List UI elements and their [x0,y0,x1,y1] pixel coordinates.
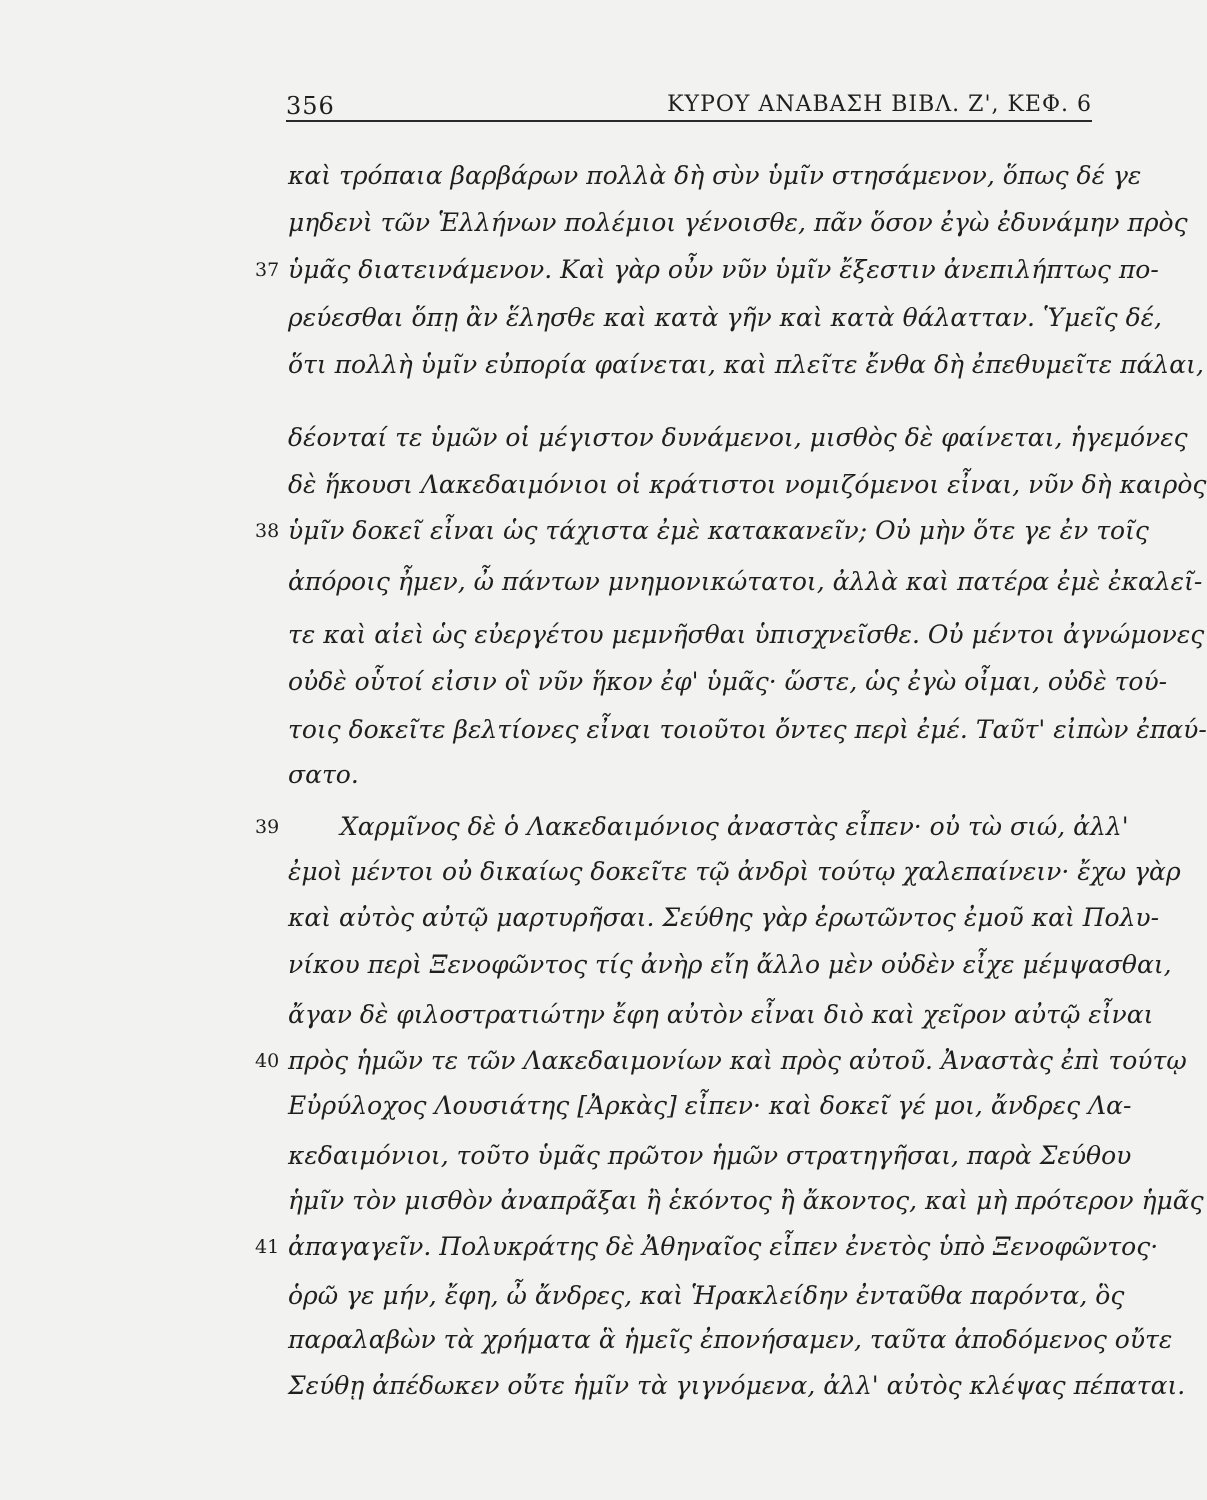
text-line: ἀπαγαγεῖν. Πολυκράτης δὲ Ἀθηναῖος εἶπεν ἐνετὸς ὑπὸ Ξενοφῶντος· [288,1232,1159,1261]
text-line: νίκου περὶ Ξενοφῶντος τίς ἀνὴρ εἴη ἄλλο μὲν οὐδὲν εἶχε μέμψασθαι, [288,950,1172,979]
text-line: ἄγαν δὲ φιλοστρατιώτην ἔφη αὐτὸν εἶναι διὸ καὶ χεῖρον αὐτῷ εἶναι [288,1000,1154,1029]
text-line: τε καὶ αἰεὶ ὡς εὐεργέτου μεμνῆσθαι ὑπισχνεῖσθε. Οὐ μέντοι ἀγνώμονες [288,620,1205,649]
text-line: Εὐρύλοχος Λουσιάτης [Ἀρκὰς] εἶπεν· καὶ δοκεῖ γέ μοι, ἄνδρες Λα- [288,1091,1132,1120]
section-number: 38 [255,520,280,542]
section-number: 39 [255,816,280,838]
text-line: δέονταί τε ὑμῶν οἱ μέγιστον δυνάμενοι, μισθὸς δὲ φαίνεται, ἡγεμόνες [288,423,1188,452]
text-line: ὑμᾶς διατεινάμενον. Καὶ γὰρ οὖν νῦν ὑμῖν ἔξεστιν ἀνεπιλήπτως πο- [288,255,1159,284]
text-line: τοις δοκεῖτε βελτίονες εἶναι τοιοῦτοι ὄντες περὶ ἐμέ. Ταῦτ' εἰπὼν ἐπαύ- [288,715,1207,744]
section-number: 37 [255,259,280,281]
text-line: κεδαιμόνιοι, τοῦτο ὑμᾶς πρῶτον ἡμῶν στρατηγῆσαι, παρὰ Σεύθου [288,1141,1132,1170]
page-number: 356 [286,92,335,120]
text-line: ἀπόροις ἦμεν, ὦ πάντων μνημονικώτατοι, ἀλλὰ καὶ πατέρα ἐμὲ ἐκαλεῖ- [288,567,1203,596]
text-line: πρὸς ἡμῶν τε τῶν Λακεδαιμονίων καὶ πρὸς αὐτοῦ. Ἀναστὰς ἐπὶ τούτῳ [288,1046,1187,1075]
text-line: ρεύεσθαι ὅπῃ ἂν ἕλησθε καὶ κατὰ γῆν καὶ κατὰ θάλατταν. Ὑμεῖς δέ, [288,303,1162,332]
text-line: ἡμῖν τὸν μισθὸν ἀναπρᾶξαι ἢ ἑκόντος ἢ ἄκοντος, καὶ μὴ πρότερον ἡμᾶς [288,1186,1204,1215]
text-line: ἐμοὶ μέντοι οὐ δικαίως δοκεῖτε τῷ ἀνδρὶ τούτῳ χαλεπαίνειν· ἔχω γὰρ [288,857,1181,886]
text-line: ὅτι πολλὴ ὑμῖν εὐπορία φαίνεται, καὶ πλεῖτε ἔνθα δὴ ἐπεθυμεῖτε πάλαι, [288,350,1204,379]
text-line: οὐδὲ οὗτοί εἰσιν οἳ νῦν ἥκον ἐφ' ὑμᾶς· ὥστε, ὡς ἐγὼ οἶμαι, οὐδὲ τού- [288,667,1168,696]
section-number: 41 [255,1236,280,1258]
text-line: δὲ ἥκουσι Λακεδαιμόνιοι οἱ κράτιστοι νομιζόμενοι εἶναι, νῦν δὴ καιρὸς [288,470,1207,499]
text-line: μηδενὶ τῶν Ἑλλήνων πολέμιοι γένοισθε, πᾶν ὅσον ἐγὼ ἐδυνάμην πρὸς [288,208,1188,237]
running-head: ΚΥΡΟΥ ΑΝΑΒΑΣΗ ΒΙΒΛ. Ζ', ΚΕΦ. 6 [667,92,1092,117]
text-line: ὑμῖν δοκεῖ εἶναι ὡς τάχιστα ἐμὲ κατακανεῖν; Οὐ μὴν ὅτε γε ἐν τοῖς [288,516,1149,545]
text-line: σατο. [288,760,359,789]
text-line: καὶ τρόπαια βαρβάρων πολλὰ δὴ σὺν ὑμῖν στησάμενον, ὅπως δέ γε [288,161,1142,190]
text-line: ὁρῶ γε μήν, ἔφη, ὦ ἄνδρες, καὶ Ἡρακλείδην ἐνταῦθα παρόντα, ὃς [288,1281,1125,1310]
text-line: Χαρμῖνος δὲ ὁ Λακεδαιμόνιος ἀναστὰς εἶπεν· οὐ τὼ σιώ, ἀλλ' [340,812,1129,841]
section-number: 40 [255,1050,280,1072]
text-line: παραλαβὼν τὰ χρήματα ἃ ἡμεῖς ἐπονήσαμεν, ταῦτα ἀποδόμενος οὔτε [288,1325,1173,1354]
text-line: Σεύθῃ ἀπέδωκεν οὔτε ἡμῖν τὰ γιγνόμενα, ἀλλ' αὐτὸς κλέψας πέπαται. [288,1371,1186,1400]
text-line: καὶ αὐτὸς αὐτῷ μαρτυρῆσαι. Σεύθης γὰρ ἐρωτῶντος ἐμοῦ καὶ Πολυ- [288,903,1160,932]
